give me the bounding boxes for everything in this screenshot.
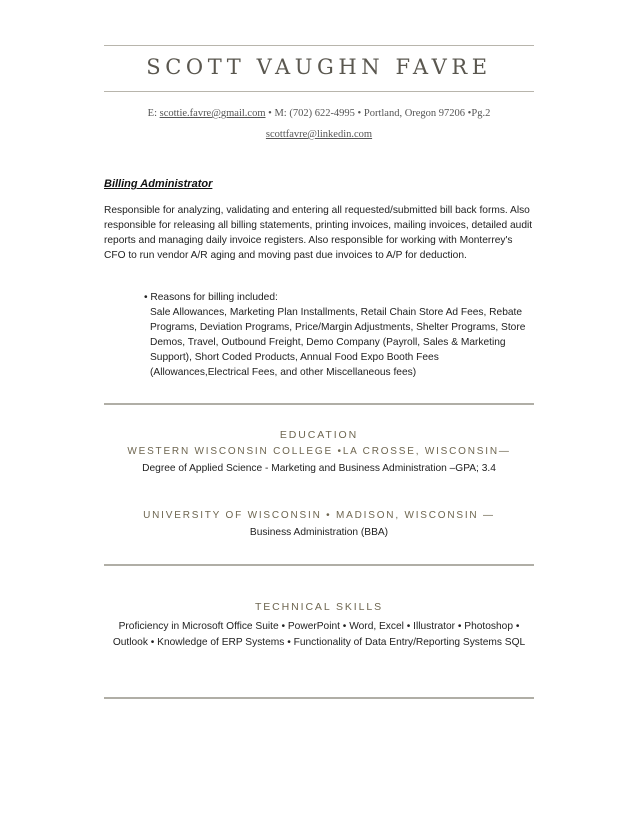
skills-text: Proficiency in Microsoft Office Suite • PowerPoint • Word, Excel • Illustrator • Photoshop • Outlook • Knowledge of ERP Systems • Functionality of Data Entry/Reporting Systems SQL <box>112 621 526 648</box>
linkedin-link[interactable]: scottfavre@linkedin.com <box>265 129 373 140</box>
education-heading: EDUCATION <box>279 429 359 441</box>
name-rule <box>104 91 534 92</box>
billing-reasons-list: Sale Allowances, Marketing Plan Installments, Retail Chain Store Ad Fees, Rebate Programs, Deviation Programs, Price/Margin Adjustments, Shelter Programs, Store Demos, Travel, Outbound Freight, Demo Company (Payroll, Sales & Marketing Support), Short Coded Products, Annual Food Expo Booth Fees (Allowances,Electrical Fees, and other Miscellaneous fees) <box>150 307 526 378</box>
candidate-name: SCOTT VAUGHN FAVRE <box>146 55 492 79</box>
top-rule <box>104 45 534 46</box>
school-2: UNIVERSITY OF WISCONSIN • MADISON, WISCONSIN — <box>143 510 495 521</box>
degree-1: Degree of Applied Science - Marketing and Business Administration –GPA; 3.4 <box>142 463 496 474</box>
billing-reasons-heading: • Reasons for billing included: <box>144 292 278 303</box>
email-link[interactable]: scottie.favre@gmail.com <box>159 108 266 119</box>
school-1: WESTERN WISCONSIN COLLEGE •LA CROSSE, WISCONSIN— <box>127 446 511 457</box>
email-prefix: E: <box>147 108 160 119</box>
contact-details: • M: (702) 622-4995 • Portland, Oregon 97206 •Pg.2 <box>265 108 491 119</box>
section-rule-education <box>104 564 534 566</box>
skills-heading: TECHNICAL SKILLS <box>254 601 384 613</box>
section-rule-experience <box>104 403 534 405</box>
section-rule-skills <box>104 697 534 699</box>
job-title: Billing Administrator <box>104 178 213 190</box>
contact-line <box>104 108 534 119</box>
linkedin-line <box>104 129 534 140</box>
degree-2: Business Administration (BBA) <box>249 527 389 538</box>
job-description: Responsible for analyzing, validating and entering all requested/submitted bill back forms. Also responsible for releasing all billing statements, printing invoices, mailing invoices, detailed audit reports and managing daily invoice registers. Also responsible for working with Monterrey's CFO to run vendor A/R aging and moving past due invoices to A/P for deduction. <box>104 205 533 261</box>
